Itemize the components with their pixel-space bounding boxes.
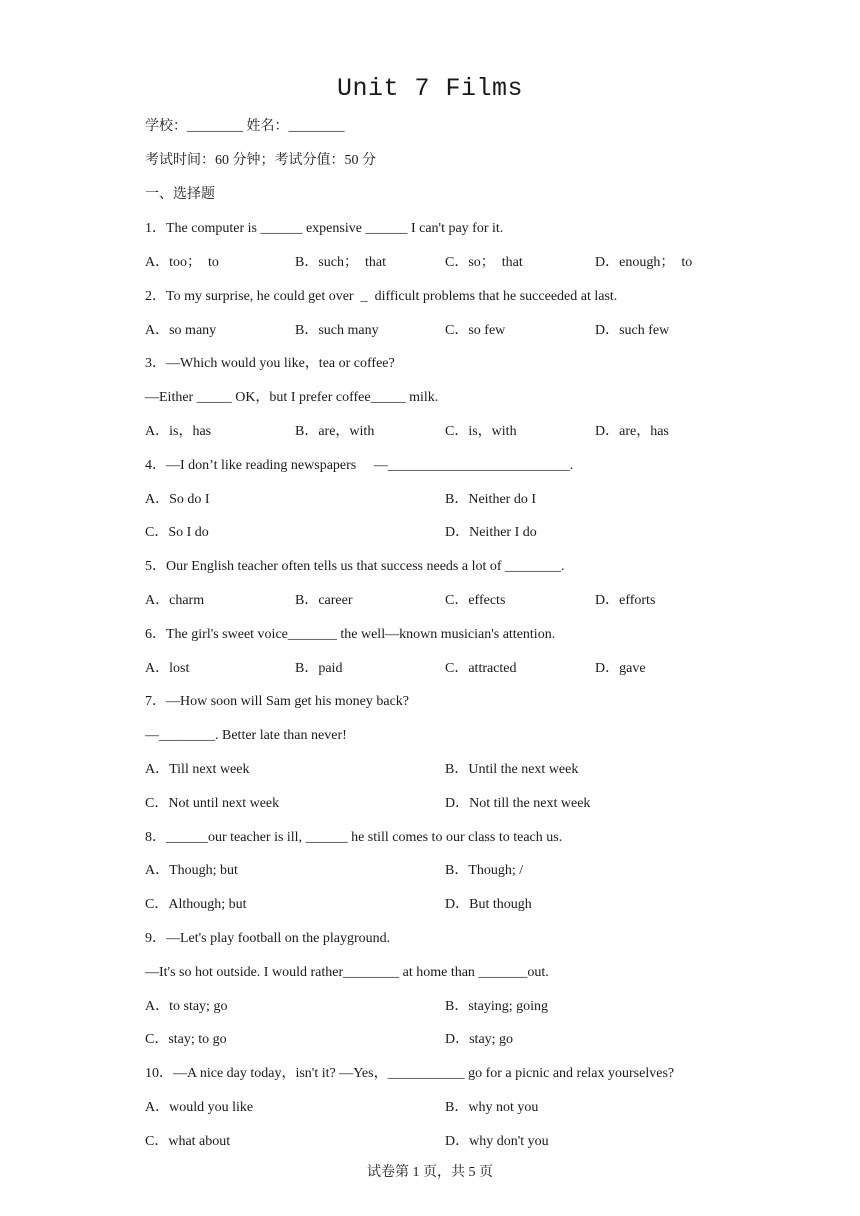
q1-option-d[interactable]: D．enough； to — [595, 255, 693, 270]
q9-option-d[interactable]: D．stay; go — [445, 1032, 514, 1047]
q2-option-d[interactable]: D．such few — [595, 323, 670, 338]
question-9: 9．—Let's play football on the playground. — [145, 931, 391, 946]
q4-option-c[interactable]: C．So I do — [145, 525, 209, 540]
q7-option-b[interactable]: B．Until the next week — [445, 762, 579, 777]
q2-option-a[interactable]: A．so many — [145, 323, 217, 338]
q8-option-a[interactable]: A．Though; but — [145, 863, 238, 878]
q1-option-c[interactable]: C．so； that — [445, 255, 523, 270]
q4-option-a[interactable]: A．So do I — [145, 492, 210, 507]
q4-option-d[interactable]: D．Neither I do — [445, 525, 537, 540]
question-2: 2．To my surprise, he could get over _ difficult problems that he succeeded at last. — [145, 289, 618, 304]
school-name-line: 学校：________ 姓名：________ — [145, 119, 345, 134]
q8-option-b[interactable]: B．Though; / — [445, 863, 524, 878]
exam-info: 考试时间：60 分钟；考试分值：50 分 — [145, 153, 376, 168]
q5-option-b[interactable]: B．career — [295, 593, 353, 608]
page-title: Unit 7 Films — [336, 74, 524, 103]
q3-option-c[interactable]: C．is，with — [445, 424, 517, 439]
q8-option-c[interactable]: C．Although; but — [145, 897, 247, 912]
q9-option-a[interactable]: A．to stay; go — [145, 999, 228, 1014]
q6-option-d[interactable]: D．gave — [595, 661, 646, 676]
q10-option-b[interactable]: B．why not you — [445, 1100, 539, 1115]
q10-option-d[interactable]: D．why don't you — [445, 1134, 549, 1149]
question-1: 1．The computer is ______ expensive ______ I can't pay for it. — [145, 221, 504, 236]
q2-option-b[interactable]: B．such many — [295, 323, 379, 338]
q5-option-c[interactable]: C．effects — [445, 593, 506, 608]
q6-option-a[interactable]: A．lost — [145, 661, 190, 676]
question-8: 8．______our teacher is ill, ______ he still comes to our class to teach us. — [145, 830, 563, 845]
q3-option-a[interactable]: A．is，has — [145, 424, 212, 439]
question-7: 7．—How soon will Sam get his money back? — [145, 694, 410, 709]
q9-option-c[interactable]: C．stay; to go — [145, 1032, 227, 1047]
q3-option-d[interactable]: D．are，has — [595, 424, 669, 439]
q10-option-a[interactable]: A．would you like — [145, 1100, 254, 1115]
q1-option-a[interactable]: A．too； to — [145, 255, 219, 270]
q9-option-b[interactable]: B．staying; going — [445, 999, 549, 1014]
question-3-line-2: —Either _____ OK，but I prefer coffee_____ milk. — [145, 390, 439, 405]
q7-option-c[interactable]: C．Not until next week — [145, 796, 280, 811]
question-3: 3．—Which would you like，tea or coffee? — [145, 356, 395, 371]
q10-option-c[interactable]: C．what about — [145, 1134, 231, 1149]
q6-option-b[interactable]: B．paid — [295, 661, 343, 676]
question-7-line-2: —________. Better late than never! — [145, 728, 347, 743]
question-9-line-2: —It's so hot outside. I would rather________ at home than _______out. — [145, 965, 549, 980]
question-6: 6．The girl's sweet voice_______ the well—known musician's attention. — [145, 627, 556, 642]
question-10: 10．—A nice day today，isn't it? —Yes，___________ go for a picnic and relax yourselves? — [145, 1066, 675, 1081]
page-footer: 试卷第 1 页，共 5 页 — [367, 1165, 493, 1180]
question-5: 5．Our English teacher often tells us that success needs a lot of ________. — [145, 559, 565, 574]
question-4: 4．—I don’t like reading newspapers —__________________________. — [145, 458, 574, 473]
q5-option-a[interactable]: A．charm — [145, 593, 205, 608]
section-heading: 一、选择题 — [145, 187, 215, 202]
q6-option-c[interactable]: C．attracted — [445, 661, 517, 676]
q5-option-d[interactable]: D．efforts — [595, 593, 656, 608]
q3-option-b[interactable]: B．are，with — [295, 424, 375, 439]
q2-option-c[interactable]: C．so few — [445, 323, 506, 338]
q4-option-b[interactable]: B．Neither do I — [445, 492, 536, 507]
q7-option-a[interactable]: A．Till next week — [145, 762, 250, 777]
q1-option-b[interactable]: B．such； that — [295, 255, 386, 270]
q7-option-d[interactable]: D．Not till the next week — [445, 796, 591, 811]
q8-option-d[interactable]: D．But though — [445, 897, 532, 912]
